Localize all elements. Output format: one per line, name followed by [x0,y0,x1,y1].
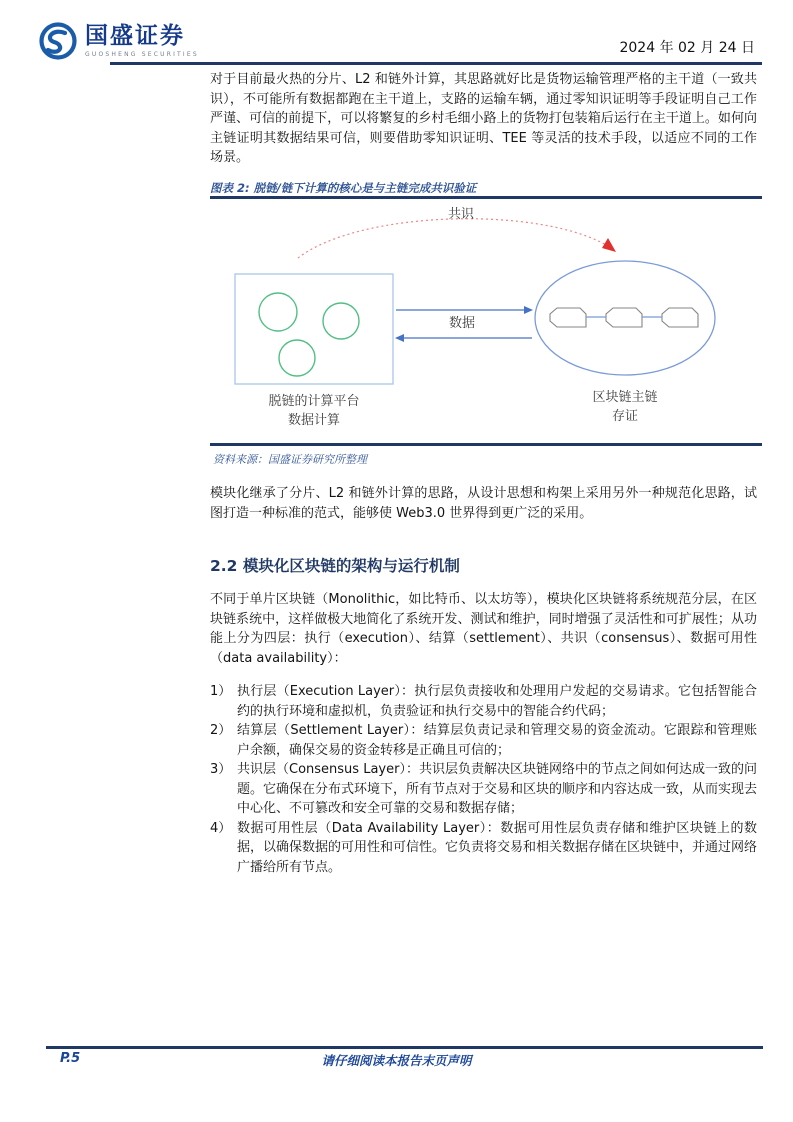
figure-bottom-rule [210,443,762,446]
footer-disclaimer: 请仔细阅读本报告末页声明 [321,1053,472,1068]
footer-rule [46,1046,763,1049]
list-item-consensus [210,760,757,819]
paragraph-modular: 模块化继承了分片、L2 和链外计算的思路，从设计思想和构架上采用另外一种规范化思路，试图打造一种标准的范式，能够使 Web3.0 世界得到更广泛的采用。 [210,486,757,521]
layer-list [210,682,757,877]
offchain-box [235,274,393,384]
list-text: 结算层（Settlement Layer）：结算层负责记录和管理交易的资金流动。它跟踪和管理账户余额，确保交易的资金转移是正确且可信的； [237,723,757,758]
label-offchain-platform [234,392,394,430]
list-marker: 4） [210,820,232,836]
label-mainchain-line1: 区块链主链 [592,390,658,405]
list-item-data-availability [210,819,757,878]
consensus-arrowhead [602,238,616,252]
section-intro: 不同于单片区块链（Monolithic，如比特币、以太坊等），模块化区块链将系统规范分层，在区块链系统中，这样做极大地简化了系统开发、测试和维护，同时增强了灵活性和可扩展性；从功能上分为四层：执行（execution）、结算（settlement）、共识（consensus）、数据可用性（data availability）： [210,592,757,666]
figure-top-rule [210,196,762,199]
list-item-execution [210,682,757,721]
brand-subtitle: GUOSHENG SECURITIES [85,50,199,58]
list-text: 执行层（Execution Layer）：执行层负责接收和处理用户发起的交易请求。它包括智能合约的执行环境和虚拟机，负责验证和执行交易中的智能合约代码； [237,684,757,719]
section-heading: 2.2 模块化区块链的架构与运行机制 [210,557,460,575]
guosheng-logo-icon [38,21,78,61]
label-mainchain-line2: 存证 [611,409,638,424]
list-marker: 1） [210,684,232,699]
list-marker: 2） [210,723,232,738]
block-3 [662,308,698,327]
brand-logo [38,21,199,61]
report-date: 2024 年 02 月 24 日 [619,40,755,56]
page-number: P.5 [60,1051,81,1066]
data-arrow-right-head [524,306,533,314]
list-text: 数据可用性层（Data Availability Layer）：数据可用性层负责存储和维护区块链上的数据，以确保数据的可用性和可信性。它负责将交易和相关数据存储在区块链中，并通过网络广播给所有节点。 [237,820,758,875]
brand-name: 国盛证券 [85,22,185,49]
list-item-settlement [210,721,757,760]
label-data: 数据 [448,316,475,331]
list-text: 共识层（Consensus Layer）：共识层负责解决区块链网络中的节点之间如何达成一致的问题。它确保在分布式环境下，所有节点对于交易和区块的顺序和内容达成一致，从而实现去中心化、不可篡改和安全可靠的交易和数据存储； [237,762,758,816]
label-offchain-line2: 数据计算 [287,413,340,428]
data-arrow-left-head [395,334,404,342]
header-rule [110,62,762,65]
label-offchain-line1: 脱链的计算平台 [268,394,360,409]
label-mainchain [535,388,715,426]
block-2 [606,308,642,327]
figure-caption: 图表 2: 脱链/链下计算的核心是与主链完成共识验证 [210,181,477,195]
figure-diagram [210,200,757,442]
figure-source: 资料来源：国盛证券研究所整理 [213,453,367,466]
block-1 [550,308,586,327]
paragraph-intro: 对于目前最火热的分片、L2 和链外计算，其思路就好比是货物运输管理严格的主干道（一致共识），不可能所有数据都跑在主干道上，支路的运输车辆，通过零知识证明等手段证明自己工作严谨、可信的前提下，可以将繁复的乡村毛细小路上的货物打包装箱后运行在主干道上。如何向主链证明其数据结果可信，则要借助零知识证明、TEE 等灵活的技术手段，以适应不同的工作场景。 [210,72,757,165]
consensus-arc [298,219,608,258]
list-marker: 3） [210,762,232,777]
label-consensus: 共识 [447,207,474,222]
